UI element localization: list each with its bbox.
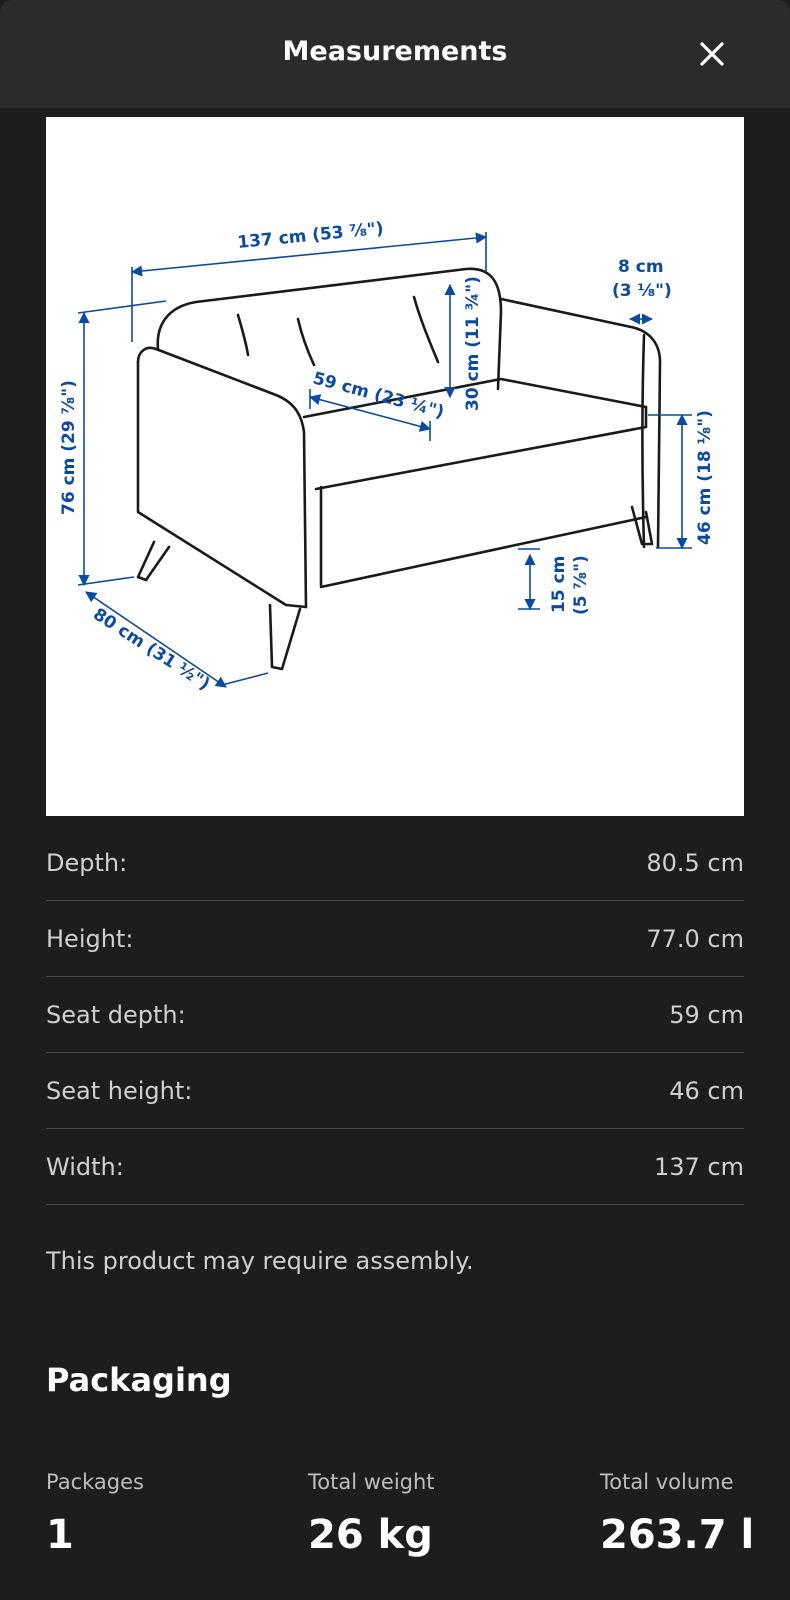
modal-title: Measurements (282, 36, 508, 67)
packaging-heading: Packaging (46, 1361, 232, 1399)
spec-label: Depth: (46, 848, 128, 877)
spec-row-height (46, 901, 744, 977)
packages-stat (46, 1470, 144, 1558)
spec-value: 46 cm (669, 1076, 744, 1105)
spec-value: 77.0 cm (646, 924, 744, 953)
dim-width-label: 137 cm (53 ⅞") (236, 218, 385, 253)
modal-header (0, 0, 790, 108)
weight-stat (308, 1470, 435, 1558)
spec-value: 137 cm (653, 1152, 744, 1181)
dim-backrest-label: 30 cm (11 ¾") (463, 276, 483, 411)
spec-label: Width: (46, 1152, 124, 1181)
volume-value: 263.7 l (600, 1512, 755, 1558)
assembly-note: This product may require assembly. (46, 1247, 474, 1275)
close-button[interactable] (692, 34, 732, 74)
spec-value: 80.5 cm (646, 848, 744, 877)
dim-arm-width-label: 8 cm (618, 257, 664, 277)
dim-arm-width-label-in: (3 ⅛") (612, 281, 672, 301)
spec-label: Seat height: (46, 1076, 193, 1105)
spec-row-width (46, 1129, 744, 1205)
weight-value: 26 kg (308, 1512, 433, 1558)
weight-label: Total weight (308, 1470, 435, 1494)
dim-seat-height-label: 46 cm (18 ⅛") (695, 410, 715, 545)
packages-value: 1 (46, 1512, 74, 1558)
sofa-dimension-diagram (46, 117, 744, 816)
measurement-list (46, 825, 744, 1205)
volume-label: Total volume (600, 1470, 734, 1494)
dim-leg-height-label: 15 cm (549, 555, 569, 613)
spec-row-seat-height (46, 1053, 744, 1129)
dim-depth-label: 80 cm (31 ½") (89, 604, 214, 695)
dim-height-label: 76 cm (29 ⅞") (59, 380, 79, 515)
spec-label: Seat depth: (46, 1000, 186, 1029)
volume-stat (600, 1470, 754, 1558)
spec-row-seat-depth (46, 977, 744, 1053)
spec-row-depth (46, 825, 744, 901)
spec-label: Height: (46, 924, 134, 953)
dimension-lines (78, 232, 692, 687)
packages-label: Packages (46, 1470, 144, 1494)
dim-seat-depth-label: 59 cm (23 ¼") (310, 368, 447, 423)
spec-value: 59 cm (669, 1000, 744, 1029)
close-icon (699, 41, 725, 67)
dim-leg-height-label-in: (5 ⅞") (571, 555, 591, 615)
